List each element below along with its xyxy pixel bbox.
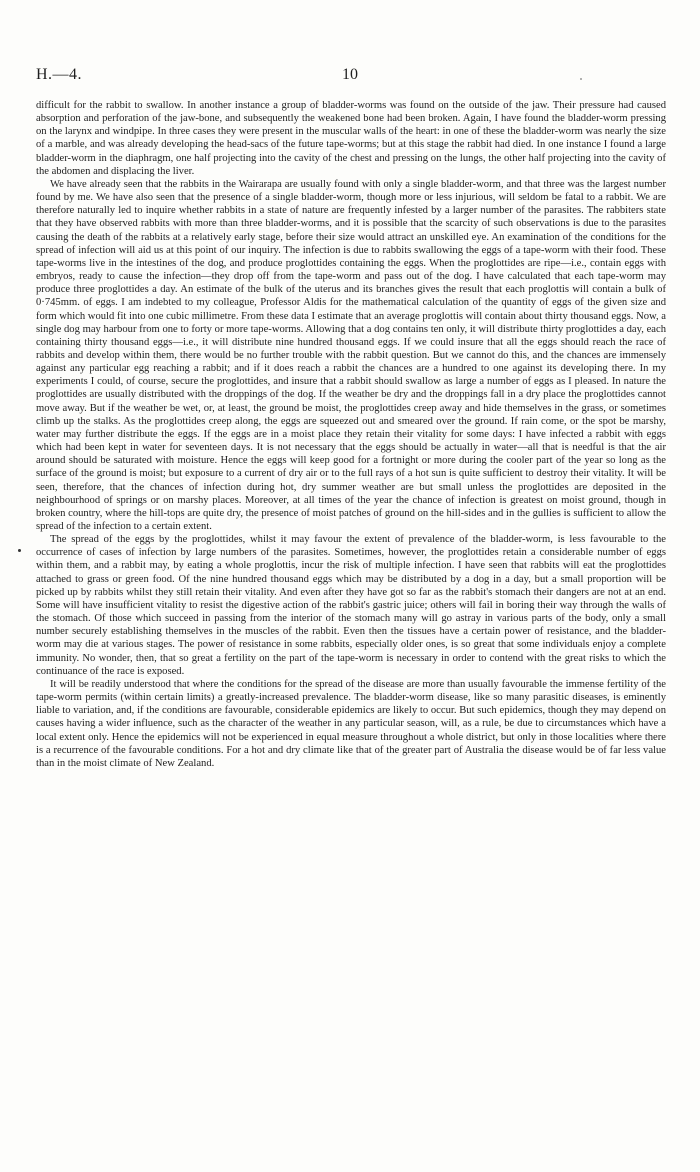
paragraph-4: It will be readily understood that where the conditions for the spread of the disease are more than usually favourable the immense fertility of the tape-worm permits (within certain limits) a greatly-increased prevalence. The bladder-worm disease, like so many parasitic diseases, is eminently liable to variation, and, if the conditions are favourable, considerable epidemics are likely to occur. But such epidemics, though they may depend on causes having a wider influence, such as the character of the weather in any particular season, will, as a rule, be due to circumstances which have a local extent only. Hence the epidemics will not be experienced in equal measure throughout a whole district, but only in those localities where there is a recurrence of the favourable conditions. For a hot and dry climate like that of the greater part of Australia the disease would be of far less value than in the moist climate of New Zealand. (36, 678, 666, 769)
page-header (36, 66, 664, 86)
paragraph-2: We have already seen that the rabbits in the Wairarapa are usually found with only a single bladder-worm, and that three was the largest number found by me. We have also seen that the presence of a single bladder-worm, though more or less injurious, will seldom be fatal to a rabbit. We are therefore naturally led to inquire whether rabbits in a state of nature are frequently infested by a larger number of the parasites. The rabbiters state that they have observed rabbits with more than three bladder-worms, and it is possible that the scarcity of such observations is due to the parasites causing the death of the rabbits at a relatively early stage, before their size would attract an unskilled eye. An examination of the conditions for the spread of infection will aid us at this point of our inquiry. The infection is due to rabbits swallowing the eggs of a tape-worm with their food. These tape-worms live in the intestines of the dog, and produce proglottides containing the eggs. When the proglottides are ripe—i.e., contain eggs with embryos, ready to cause the infection—they drop off from the tape-worm and pass out of the dog. I have calculated that each tape-worm may produce three proglottides a day. An estimate of the bulk of the uterus and its branches gives the result that each proglottis will contain a bulk of 0·745mm. of eggs. I am indebted to my colleague, Professor Aldis for the mathematical calculation of the quantity of eggs of the given size and form which would fit into one cubic millimetre. From these data I estimate that an average proglottis will contain about thirty thousand eggs. Now, a single dog may harbour from one to forty or more tape-worms. Allowing that a dog contains ten only, it will distribute thirty proglottides a day, each containing thirty thousand eggs—i.e., it will distribute nine hundred thousand eggs. If we could insure that all the eggs should reach the race of rabbits and develop within them, there would be no further trouble with the rabbit question. But we cannot do this, and the chances are immensely against any particular egg reaching a rabbit; and if it does reach a rabbit the chances are a hundred to one against its developing there. In my experiments I could, of course, secure the proglottides, and insure that a rabbit should swallow as large a number of eggs as I pleased. In nature the proglottides are usually distributed with the droppings of the dog. If the weather be dry and the droppings fall in a dry place the proglottides cannot move away. But if the weather be wet, or, at least, the ground be moist, the proglottides creep away and hide themselves in the grass, or sometimes climb up the stalks. As the proglottides creep along, the eggs are squeezed out and smeared over the ground. If rain come, or the spot be marshy, water may further distribute the eggs. If the eggs are in a moist place they retain their vitality for some days: I have infected a rabbit with eggs which had been kept in water for seventeen days. It is not necessary that the eggs should be actually in water—all that is needful is that the air around should be saturated with moisture. Hence the eggs will keep good for a fortnight or more during the cooler part of the year so long as the surface of the ground is moist; but exposure to a current of dry air or to the full rays of a hot sun is quite sufficient to destroy their vitality. It will be seen, therefore, that the chances of infection during hot, dry summer weather are but small unless the proglottides are deposited in the neighbourhood of springs or on marshy places. Moreover, at all times of the year the chance of infection is greatest on moist ground, though in broken country, where the hill-tops are quite dry, the presence of moist patches of ground on the hill-sides and in the gullies is sufficient to allow the spread of the infection to a certain extent. (36, 178, 666, 532)
body-text (36, 99, 666, 770)
paragraph-1: difficult for the rabbit to swallow. In another instance a group of bladder-worms was found on the outside of the jaw. Their pressure had caused absorption and perforation of the jaw-bone, and subsequently the weakened bone had been broken. Again, I have found the bladder-worm pressing on the larynx and windpipe. In three cases they were present in the muscular walls of the heart: in one of these the bladder-worm was nearly the size of a marble, and was already developing the head-sacs of the future tape-worms; but at this stage the rabbit had died. In one instance I found a large bladder-worm in the diaphragm, one half projecting into the cavity of the chest and pressing on the lungs, the other half projecting into the cavity of the abdomen and displacing the liver. (36, 100, 666, 177)
paragraph-3: The spread of the eggs by the proglottides, whilst it may favour the extent of prevalence of the bladder-worm, is less favourable to the occurrence of cases of infection by large numbers of the parasites. Sometimes, however, the proglottides retain a considerable number of eggs within them, and a rabbit may, by eating a whole proglottis, incur the risk of multiple infection. I have seen that rabbits will eat the proglottides attached to grass or green food. Of the nine hundred thousand eggs which may be distributed by a dog in a day, but a small proportion will be picked up by rabbits whilst they still retain their vitality. And even after they have got so far as the rabbit's stomach their dangers are not at an end. Some will have insufficient vitality to resist the digestive action of the rabbit's gastric juice; others will fail in boring their way through the walls of the stomach. Of those which succeed in passing from the interior of the stomach many will go astray in various parts of the body, only a small number securely establishing themselves in the muscles of the rabbit. Even then the tissues have a certain power of resistance, and the bladder-worm may die at various stages. The power of resistance in some rabbits, especially older ones, is so great that some individuals enjoy a complete immunity. No wonder, then, that so great a fertility on the part of the tape-worm is necessary in order to contend with the great risks to which the continuance of the race is exposed. (36, 534, 666, 677)
margin-dot (18, 549, 21, 552)
corner-mark (580, 78, 582, 80)
document-reference: H.—4. (36, 66, 83, 83)
page-number: 10 (342, 66, 358, 83)
